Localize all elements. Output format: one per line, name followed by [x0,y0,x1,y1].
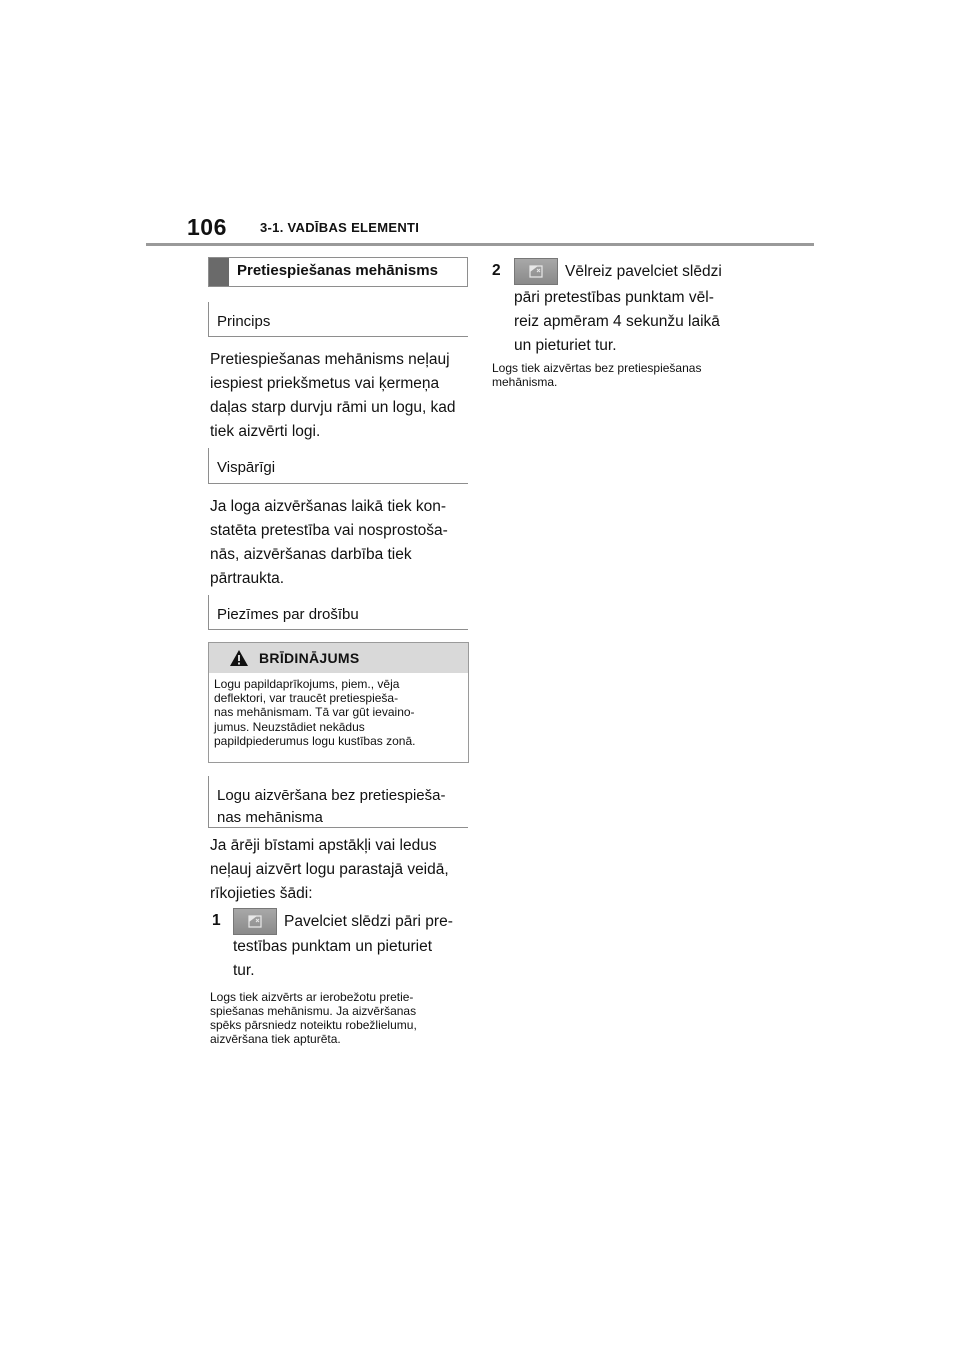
text-line: nās, aizvēršanas darbība tiek [210,546,412,563]
step-number: 2 [492,262,501,279]
text-line: tiek aizvērti logi. [210,423,321,440]
header-rule [146,243,814,246]
text-line: aizvēršana tiek apturēta. [210,1032,341,1046]
text-line: neļauj aizvērt logu parastajā veidā, [210,861,449,878]
step-2-note [492,361,762,389]
text-line: spēks pārsniedz noteiktu robežlielumu, [210,1018,417,1032]
general-text [210,495,472,591]
window-switch-icon [234,909,276,934]
text-line: Logs tiek aizvērts ar ierobežotu pretie- [210,990,414,1004]
text-line: rīkojieties šādi: [210,885,313,902]
text-line: iespiest priekšmetus vai ķermeņa [210,375,440,392]
text-line: mehānisma. [492,375,558,389]
window-switch-image [233,908,277,935]
text-line: pāri pretestības punktam vēl- [514,289,714,306]
window-switch-image [514,258,558,285]
heading-line: Logu aizvēršana bez pretiespieša- [217,787,446,804]
subheading-safety: Piezīmes par drošību [208,595,468,630]
warning-box [208,642,469,763]
step-number: 1 [212,912,221,929]
text-line: tur. [233,962,255,979]
subheading-principle: Princips [208,302,468,337]
text-line: un pieturiet tur. [514,337,617,354]
warning-text [214,677,466,748]
text-line: deflektori, var traucēt pretiespieša- [214,691,399,706]
text-line: nas mehānismam. Tā var gūt ievaino- [214,705,415,720]
warning-title: BRĪDINĀJUMS [259,650,360,666]
text-line: statēta pretestība vai nosprostoša- [210,522,448,539]
heading-line: nas mehānisma [217,809,323,826]
step-2-text [514,286,764,358]
text-line: Pretiespiešanas mehānisms neļauj [210,351,450,368]
text-line: Logs tiek aizvērtas bez pretiespiešanas [492,361,702,375]
text-line: spiešanas mehānismu. Ja aizvēršanas [210,1004,417,1018]
window-switch-icon [515,259,557,284]
subheading-no-protection [208,776,468,828]
section-title: 3-1. VADĪBAS ELEMENTI [260,220,420,235]
heading-bar [209,258,229,286]
text-line: pārtraukta. [210,570,285,587]
main-heading: Pretiespiešanas mehānisms [237,262,438,279]
warning-header [209,643,468,673]
warning-triangle-icon [229,649,249,667]
page-number: 106 [187,214,227,240]
no-protection-intro [210,834,472,906]
text-line: jumus. Neuzstādiet nekādus [214,719,365,734]
text-line: testības punktam un pieturiet [233,938,433,955]
main-heading-box [208,257,468,287]
text-line: papildpiederumus logu kustības zonā. [214,733,416,748]
step-2-first-line: Vēlreiz pavelciet slēdzi [565,263,722,280]
text-line: reiz apmēram 4 sekunžu laikā [514,313,720,330]
subheading-general: Vispārīgi [208,448,468,484]
step-1-text [233,935,478,983]
text-line: Ja ārēji bīstami apstākļi vai ledus [210,837,437,854]
text-line: Ja loga aizvēršanas laikā tiek kon- [210,498,447,515]
principle-text [210,348,472,444]
text-line: daļas starp durvju rāmi un logu, kad [210,399,456,416]
step-1-note [210,990,472,1046]
step-1-first-line: Pavelciet slēdzi pāri pre- [284,913,453,930]
text-line: Logu papildaprīkojums, piem., vēja [214,677,400,691]
